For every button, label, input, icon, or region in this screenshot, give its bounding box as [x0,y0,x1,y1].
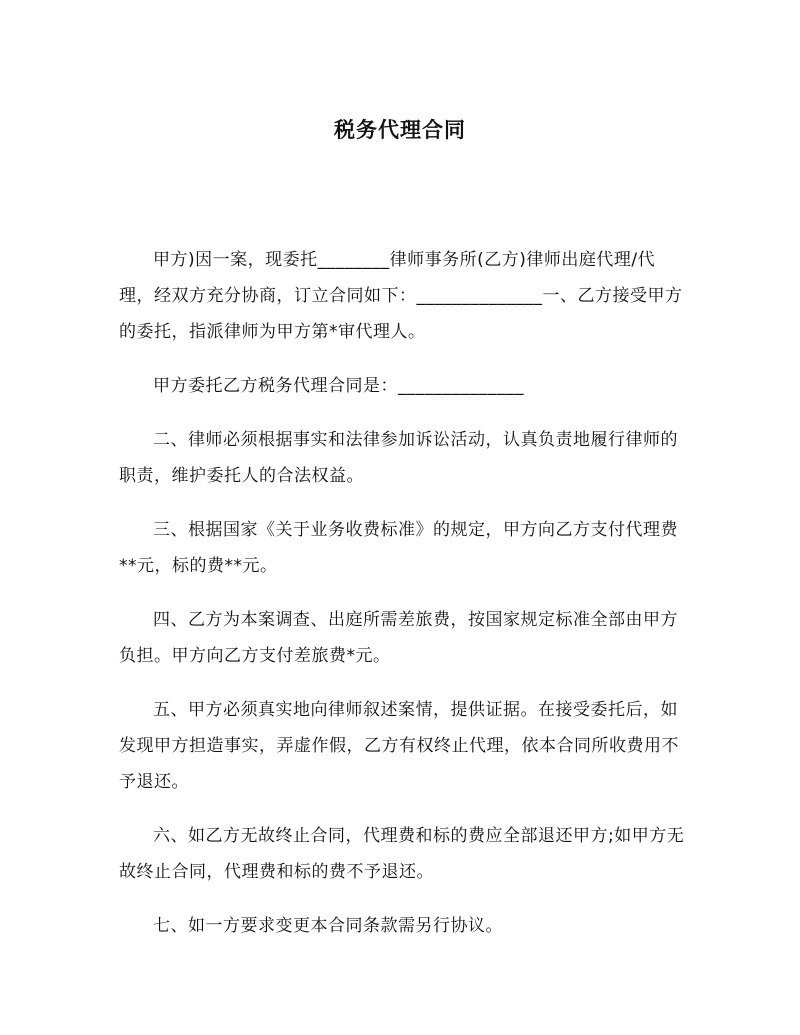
paragraph-preamble: 甲方)因一案，现委托________律师事务所(乙方)律师出庭代理/代理，经双方充分协商，订立合同如下：______________一、乙方接受甲方的委托，指派律师为甲方第*审代理人。 [119,250,683,342]
document-title: 税务代理合同 [334,118,466,142]
contract-body [119,242,685,962]
paragraph-clause-2: 二、律师必须根据事实和法律参加诉讼活动，认真负责地履行律师的职责，维护委托人的合法权益。 [119,430,678,486]
paragraph-clause-4: 四、乙方为本案调查、出庭所需差旅费，按国家规定标准全部由甲方负担。甲方向乙方支付差旅费*元。 [119,610,678,666]
paragraph-clause-7: 七、如一方要求变更本合同条款需另行协议。 [153,916,503,936]
paragraph-clause-3: 三、根据国家《关于业务收费标准》的规定，甲方向乙方支付代理费**元，标的费**元。 [119,520,678,576]
paragraph-clause-5: 五、甲方必须真实地向律师叙述案情，提供证据。在接受委托后，如发现甲方担造事实，弄虚作假，乙方有权终止代理，依本合同所收费用不予退还。 [119,700,679,792]
paragraph-entrustment: 甲方委托乙方税务代理合同是：______________ [153,376,524,396]
paragraph-clause-6: 六、如乙方无故终止合同，代理费和标的费应全部退还甲方;如甲方无故终止合同，代理费和标的费不予退还。 [119,826,685,882]
